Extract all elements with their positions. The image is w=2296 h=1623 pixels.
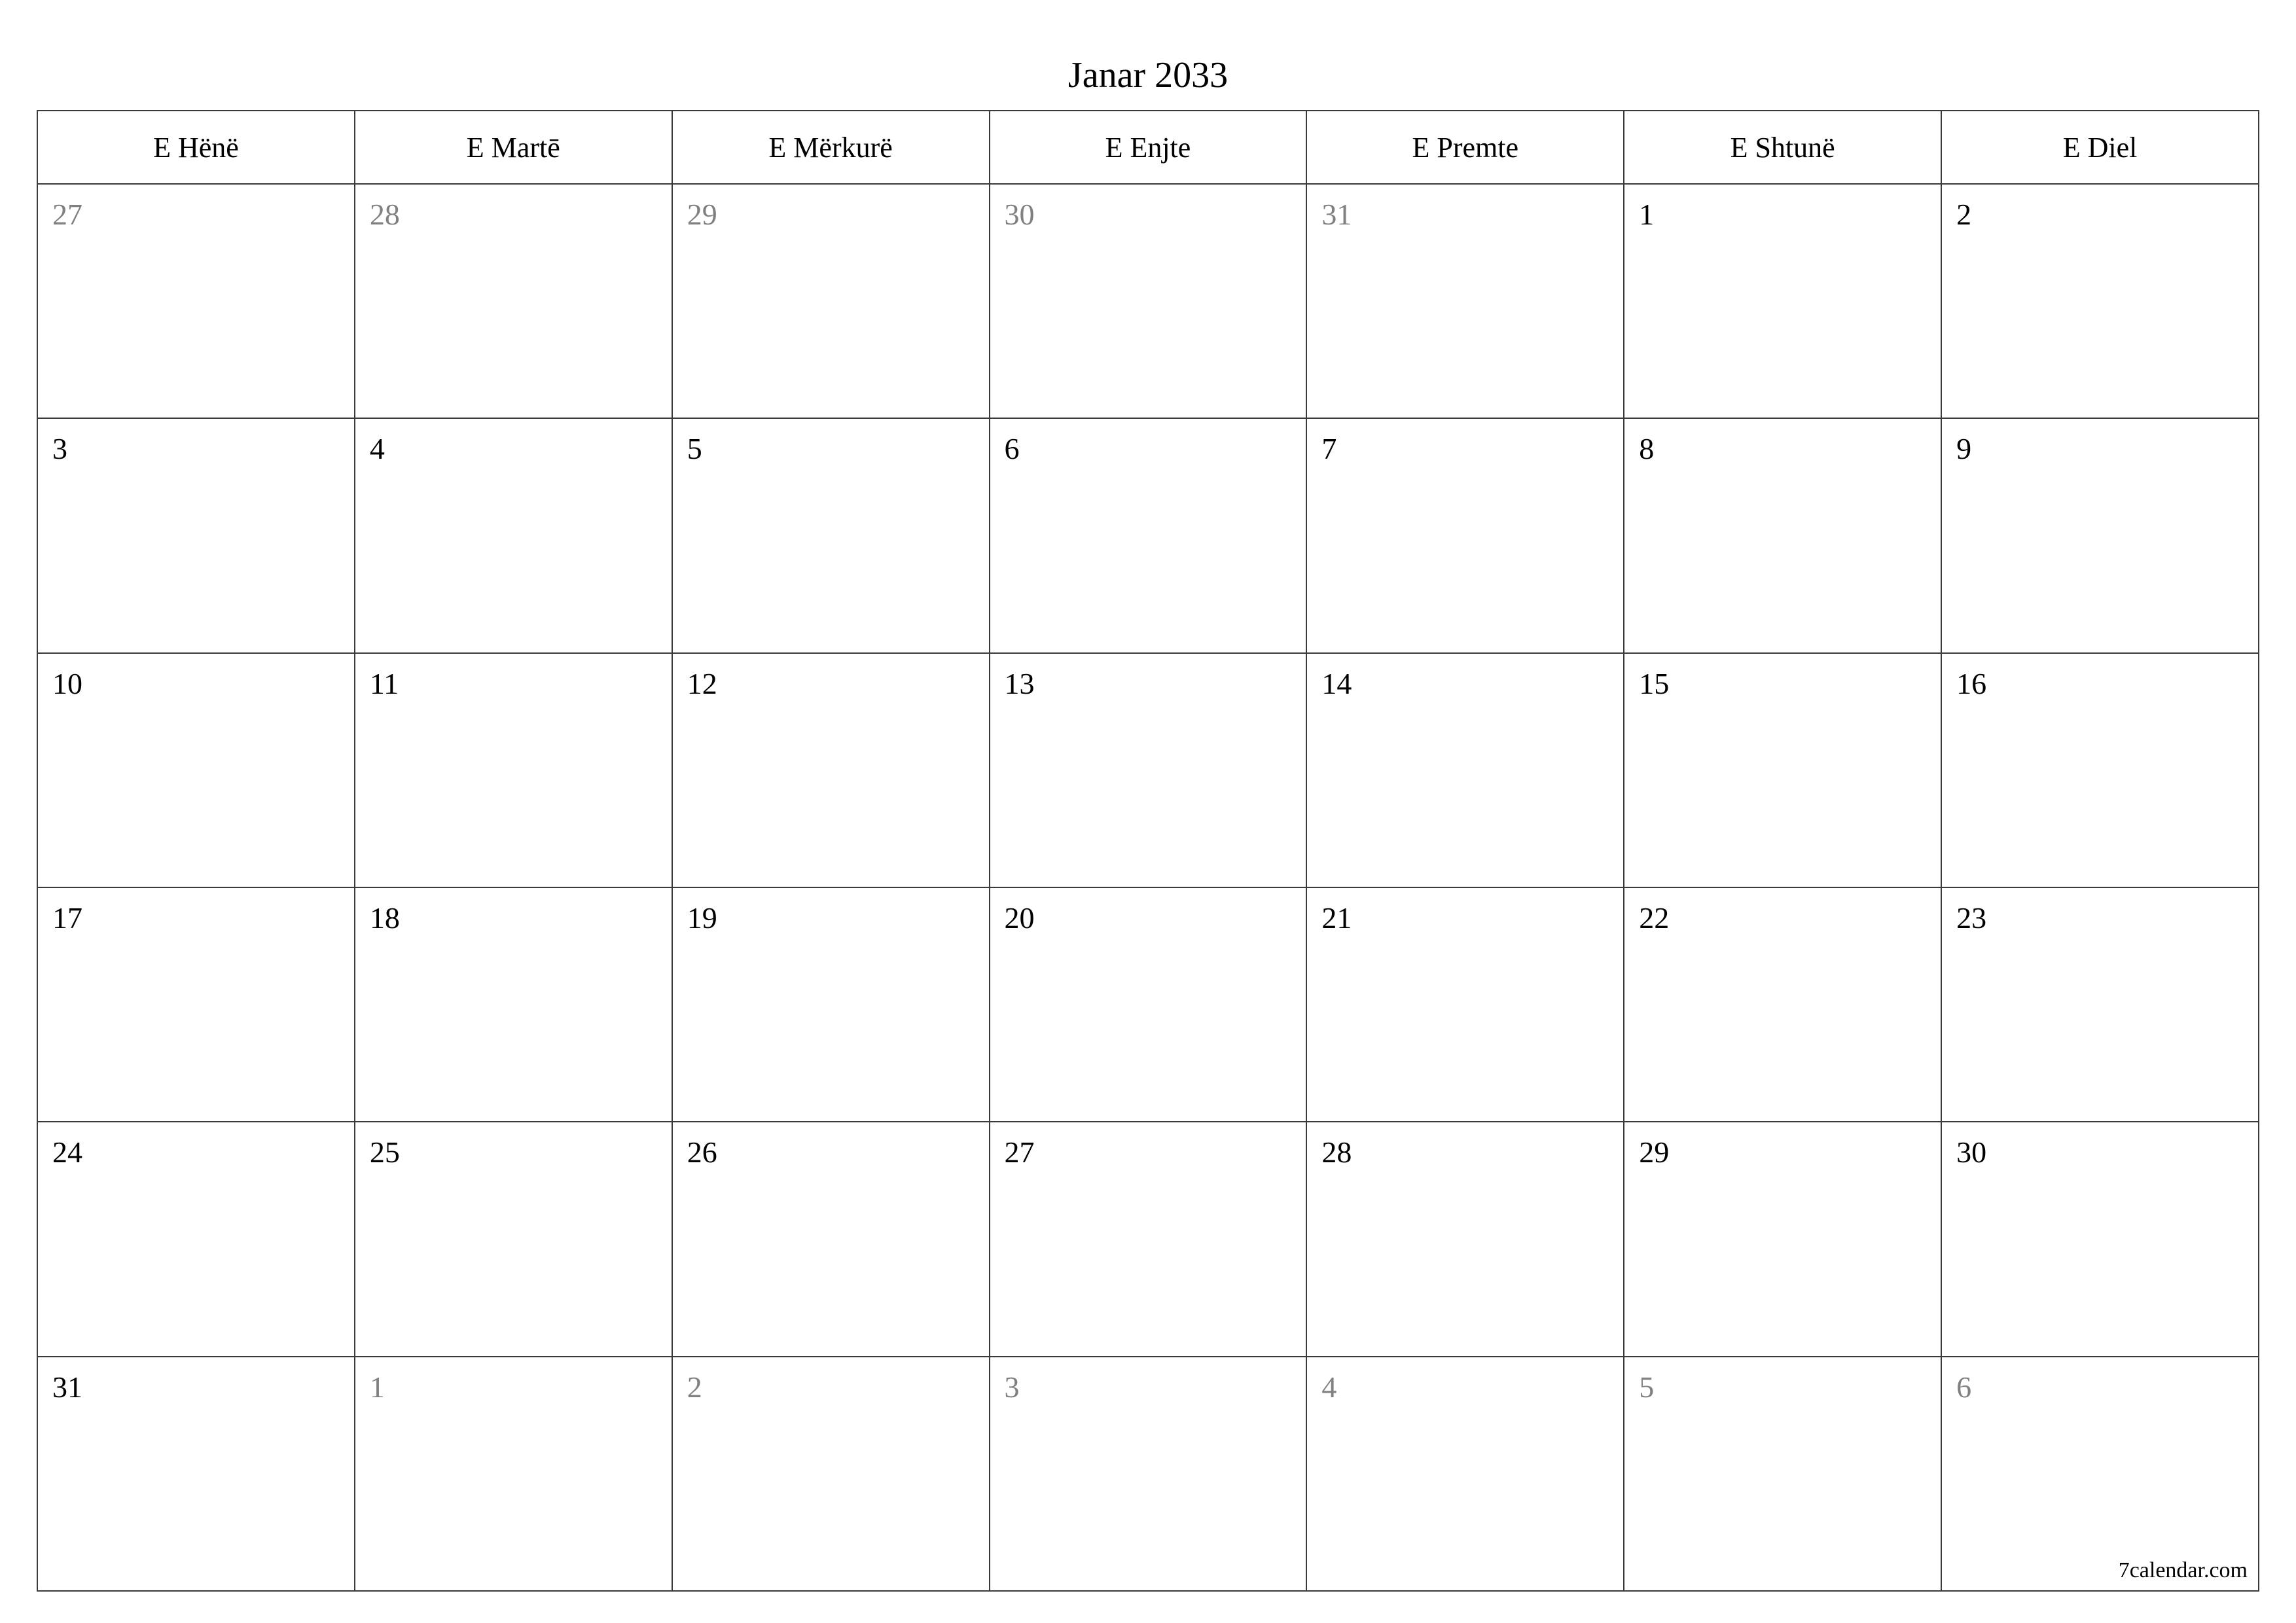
day-cell[interactable] — [37, 418, 355, 652]
day-number: 10 — [52, 666, 82, 700]
day-number: 12 — [687, 666, 717, 700]
day-number: 8 — [1639, 432, 1655, 466]
day-cell[interactable] — [37, 887, 355, 1122]
day-number: 31 — [52, 1370, 82, 1404]
week-row — [37, 1357, 2259, 1591]
day-cell[interactable] — [990, 887, 1307, 1122]
day-cell[interactable] — [672, 653, 990, 887]
day-number: 28 — [1321, 1135, 1352, 1169]
day-number: 23 — [1956, 901, 1987, 935]
day-number: 11 — [369, 666, 399, 700]
day-number: 16 — [1956, 666, 1987, 700]
day-number: 22 — [1639, 901, 1670, 935]
day-number: 17 — [52, 901, 82, 935]
day-cell[interactable] — [1624, 887, 1941, 1122]
weekday-header: E Mërkurë — [672, 111, 990, 184]
day-number: 1 — [1639, 198, 1655, 231]
day-number: 3 — [1004, 1370, 1020, 1404]
weekday-header: E Diel — [1941, 111, 2259, 184]
day-cell[interactable] — [355, 653, 672, 887]
week-row — [37, 887, 2259, 1122]
day-cell[interactable] — [1306, 887, 1624, 1122]
day-cell[interactable] — [990, 418, 1307, 652]
weekday-header-row — [37, 111, 2259, 184]
weekday-header: E Premte — [1306, 111, 1624, 184]
day-number: 30 — [1956, 1135, 1987, 1169]
day-cell[interactable] — [1941, 1122, 2259, 1356]
day-number: 29 — [1639, 1135, 1670, 1169]
day-number: 31 — [1321, 198, 1352, 231]
day-number: 29 — [687, 198, 717, 231]
weekday-header: E Martē — [355, 111, 672, 184]
day-cell[interactable] — [1941, 418, 2259, 652]
day-cell[interactable] — [1624, 1122, 1941, 1356]
day-number: 28 — [369, 198, 400, 231]
day-cell[interactable] — [1306, 1122, 1624, 1356]
day-number: 7 — [1321, 432, 1337, 466]
day-cell[interactable] — [355, 418, 672, 652]
day-cell[interactable] — [672, 1122, 990, 1356]
day-cell[interactable] — [37, 1122, 355, 1356]
day-cell[interactable] — [990, 1122, 1307, 1356]
day-cell[interactable] — [1941, 887, 2259, 1122]
day-cell[interactable] — [1624, 184, 1941, 418]
day-number: 2 — [687, 1370, 702, 1404]
day-cell[interactable] — [672, 1357, 990, 1591]
calendar-grid — [37, 110, 2259, 1592]
day-cell[interactable] — [990, 1357, 1307, 1591]
watermark: 7calendar.com — [2118, 1558, 2248, 1582]
day-number: 30 — [1004, 198, 1035, 231]
day-cell[interactable] — [1941, 184, 2259, 418]
day-cell[interactable] — [672, 418, 990, 652]
day-number: 24 — [52, 1135, 82, 1169]
day-cell[interactable] — [672, 184, 990, 418]
day-cell[interactable] — [1624, 418, 1941, 652]
day-cell[interactable] — [1306, 1357, 1624, 1591]
day-number: 26 — [687, 1135, 717, 1169]
day-number: 3 — [52, 432, 67, 466]
day-number: 21 — [1321, 901, 1352, 935]
day-cell[interactable] — [355, 184, 672, 418]
day-number: 2 — [1956, 198, 1972, 231]
weekday-header: E Shtunë — [1624, 111, 1941, 184]
day-number: 14 — [1321, 666, 1352, 700]
day-number: 6 — [1956, 1370, 1972, 1404]
day-number: 27 — [1004, 1135, 1035, 1169]
day-number: 15 — [1639, 666, 1670, 700]
day-cell[interactable] — [37, 653, 355, 887]
day-number: 27 — [52, 198, 82, 231]
week-row — [37, 418, 2259, 652]
day-cell[interactable] — [1941, 1357, 2259, 1591]
day-cell[interactable] — [1624, 653, 1941, 887]
day-cell[interactable] — [990, 184, 1307, 418]
day-cell[interactable] — [1306, 184, 1624, 418]
weekday-header: E Enjte — [990, 111, 1307, 184]
day-number: 13 — [1004, 666, 1035, 700]
weekday-header: E Hënë — [37, 111, 355, 184]
day-number: 4 — [1321, 1370, 1337, 1404]
day-cell[interactable] — [1624, 1357, 1941, 1591]
day-number: 5 — [1639, 1370, 1655, 1404]
day-cell[interactable] — [37, 1357, 355, 1591]
day-number: 20 — [1004, 901, 1035, 935]
day-cell[interactable] — [1941, 653, 2259, 887]
day-cell[interactable] — [1306, 653, 1624, 887]
day-cell[interactable] — [672, 887, 990, 1122]
day-number: 9 — [1956, 432, 1972, 466]
week-row — [37, 653, 2259, 887]
day-cell[interactable] — [990, 653, 1307, 887]
day-cell[interactable] — [355, 887, 672, 1122]
day-number: 18 — [369, 901, 400, 935]
day-cell[interactable] — [1306, 418, 1624, 652]
week-row — [37, 184, 2259, 418]
day-number: 19 — [687, 901, 717, 935]
day-number: 6 — [1004, 432, 1020, 466]
day-number: 4 — [369, 432, 385, 466]
day-cell[interactable] — [37, 184, 355, 418]
day-number: 5 — [687, 432, 702, 466]
day-cell[interactable] — [355, 1357, 672, 1591]
day-number: 1 — [369, 1370, 385, 1404]
day-number: 25 — [369, 1135, 400, 1169]
week-row — [37, 1122, 2259, 1356]
page-title: Janar 2033 — [1067, 55, 1229, 96]
day-cell[interactable] — [355, 1122, 672, 1356]
